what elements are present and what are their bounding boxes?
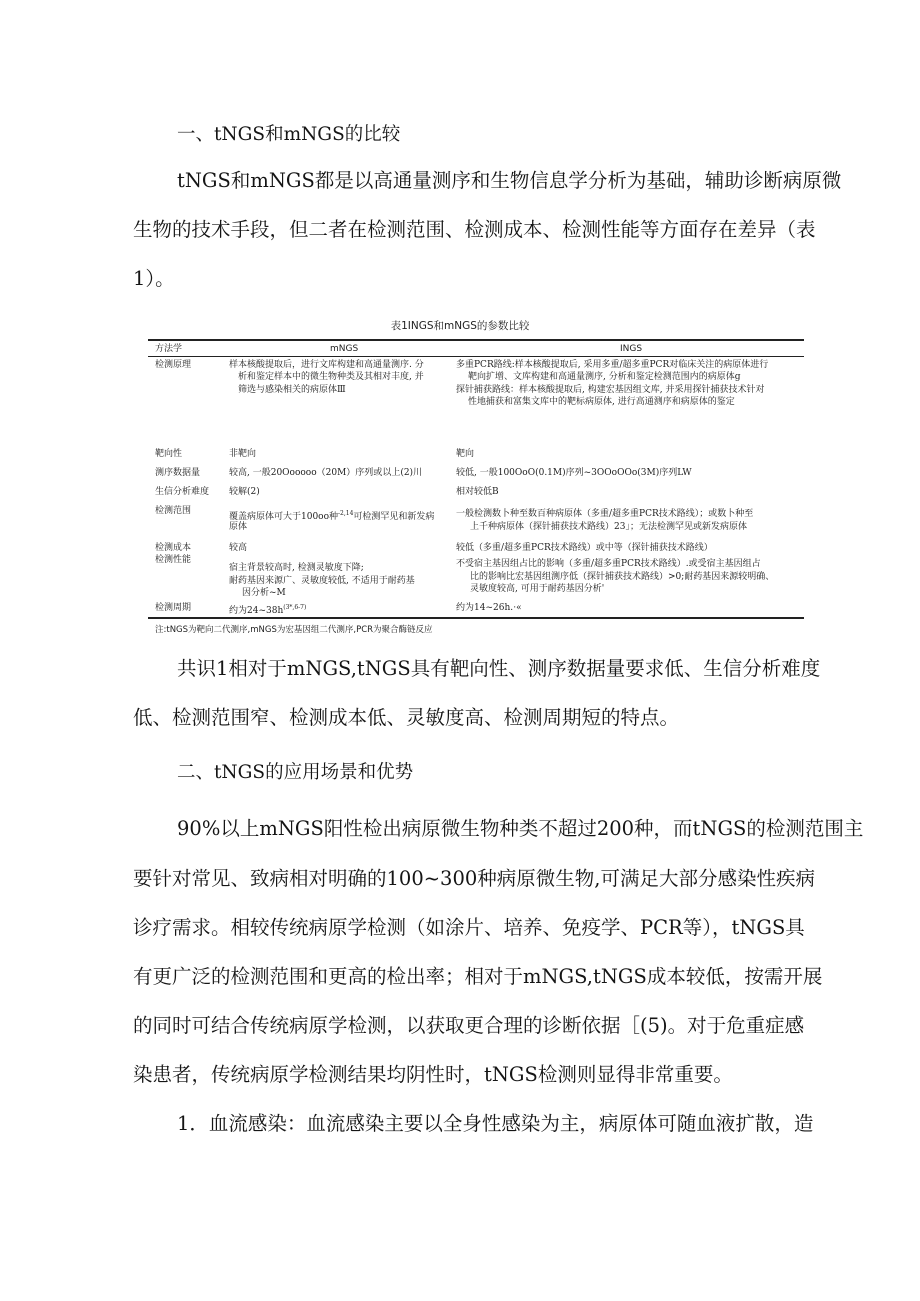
table-cell: 灵敏度较高, 可用于耐药基因分析' <box>470 584 605 594</box>
table-cell: 上千种病原体（探针捕获技术路线）23」；无法检测罕见或新发病原体 <box>470 522 747 532</box>
row-label: 检测范围 <box>155 506 192 516</box>
paragraph-line: 低、检测范围窄、检测成本低、灵敏度高、检测周期短的特点。 <box>133 706 680 729</box>
table-cell-text: 可检测罕见和新发病 <box>353 512 435 522</box>
table-cell <box>229 602 306 618</box>
table-cell: 宿主背景较高时, 检测灵敏度下降; <box>229 563 364 573</box>
table-cell-text: 约为24~38h <box>229 606 284 616</box>
table-header-method: 方法学 <box>155 344 183 354</box>
section-heading-1: 一、tNGS和mNGS的比较 <box>177 124 401 145</box>
paragraph-line: 有更广泛的检测范围和更高的检出率；相对于mNGS,tNGS成本较低，按需开展 <box>133 965 823 988</box>
paragraph-line: 共识1相对于mNGS,tNGS具有靶向性、测序数据量要求低、生信分析难度 <box>177 657 821 680</box>
table-cell: 耐药基因来源广、灵敏度较低, 不适用于耐药基 <box>229 576 415 586</box>
table-cell: 原体 <box>229 522 248 532</box>
table-cell: 析和鉴定样本中的微生物种类及其相对丰度, 并 <box>238 372 424 382</box>
table-note: 注:tNGS为靶向二代测序,mNGS为宏基因组二代测序,PCR为聚合酶链反应 <box>155 625 433 635</box>
paragraph-line: 要针对常见、致病相对明确的100~300种病原微生物,可满足大部分感染性疾病 <box>133 867 815 890</box>
paragraph-line: 90%以上mNGS阳性检出病原微生物种类不超过200种，而tNGS的检测范围主 <box>177 817 864 840</box>
table-cell: 靶向扩增、文库构建和高通量测序, 分析和鉴定检测范围内的病原体g <box>468 372 741 382</box>
paragraph-line: 1）。 <box>133 267 175 290</box>
table-cell: 较低（多重/超多重PCR技术路线）或中等（探针捕获技术路线） <box>456 543 713 553</box>
list-item: 1．血流感染：血流感染主要以全身性感染为主，病原体可随血液扩散，造 <box>177 1112 814 1135</box>
paragraph-line: 生物的技术手段，但二者在检测范围、检测成本、检测性能等方面存在差异（表 <box>133 218 816 241</box>
table-cell: 比的影响比宏基因组测序低（探针捕获技术路线）>0;耐药基因来源较明确、 <box>470 572 775 582</box>
citation: -2,14 <box>338 510 354 517</box>
row-label: 检测成本 <box>155 543 192 553</box>
table-top-rule <box>148 339 804 341</box>
table-cell: 较高 <box>229 543 248 553</box>
table-cell-text: 覆盖病原体可大于100oo种 <box>229 512 339 522</box>
paragraph-line: 诊疗需求。相较传统病原学检测（如涂片、培养、免疫学、PCR等），tNGS具 <box>133 916 805 939</box>
row-label: 检测周期 <box>155 603 192 613</box>
table-cell: 非靶向 <box>229 449 257 459</box>
row-label: 生信分析难度 <box>155 487 210 497</box>
row-label: 靶向性 <box>155 449 183 459</box>
table-header-mngs: mNGS <box>330 344 359 354</box>
table-cell: 一般检测数卜种至数百种病原体（多重/超多重PCR技术路线）；或数卜种至 <box>456 509 754 519</box>
row-label: 检测原理 <box>155 360 192 370</box>
table-cell: 靶向 <box>456 449 475 459</box>
table-cell: 样本核酸提取后，进行文库构建和高通量测序. 分 <box>229 360 424 370</box>
paragraph-line: 染患者，传统病原学检测结果均阴性时，tNGS检测则显得非常重要。 <box>133 1063 733 1086</box>
table-cell: 较高, 一般20Oooooo（20M）序列或以上(2)川 <box>229 468 423 478</box>
table-cell: 较解(2) <box>229 487 260 497</box>
paragraph-line: 的同时可结合传统病原学检测，以获取更合理的诊断依据［(5)。对于危重症感 <box>133 1014 805 1037</box>
table-cell: 相对较低B <box>456 487 499 497</box>
table-cell: 多重PCR路线:样本核酸提取后, 采用多重/超多重PCR对临床关注的病原体进行 <box>456 360 769 370</box>
table-cell: 探针捕获路线：样本核酸提取后, 构建宏基因组文库, 并采用探针捕获技术针对 <box>456 385 765 395</box>
table-cell: 不受宿主基因组占比的影响（多重/超多重PCR技术路线）.或受宿主基因组占 <box>456 559 761 569</box>
table-bottom-rule <box>148 617 804 619</box>
section-heading-2: 二、tNGS的应用场景和优势 <box>177 762 414 783</box>
paragraph-line: tNGS和mNGS都是以高通量测序和生物信息学分析为基础，辅助诊断病原微 <box>177 169 842 192</box>
table-cell <box>229 508 434 524</box>
table-title: 表1INGS和mNGS的参数比较 <box>390 320 530 332</box>
table-cell: 较低, 一般100OoO(0.1M)序列~3OOoOOo(3M)序列LW <box>456 468 692 478</box>
table-cell: 约为14~26h.⋅« <box>456 603 522 613</box>
table-header-tngs: INGS <box>620 344 643 354</box>
table-cell: 筛选与感染相关的病原体Ⅲ <box>238 385 346 395</box>
citation: (3*,6-7) <box>283 604 307 611</box>
table-cell: 性地捕获和富集文库中的靶标病原体, 进行高通测序和病原体的鉴定 <box>468 397 735 407</box>
row-label: 测序数据量 <box>155 468 201 478</box>
table-cell: 因分析~M <box>242 588 286 598</box>
table-header-rule <box>148 356 804 357</box>
row-label: 检测性能 <box>155 555 192 565</box>
